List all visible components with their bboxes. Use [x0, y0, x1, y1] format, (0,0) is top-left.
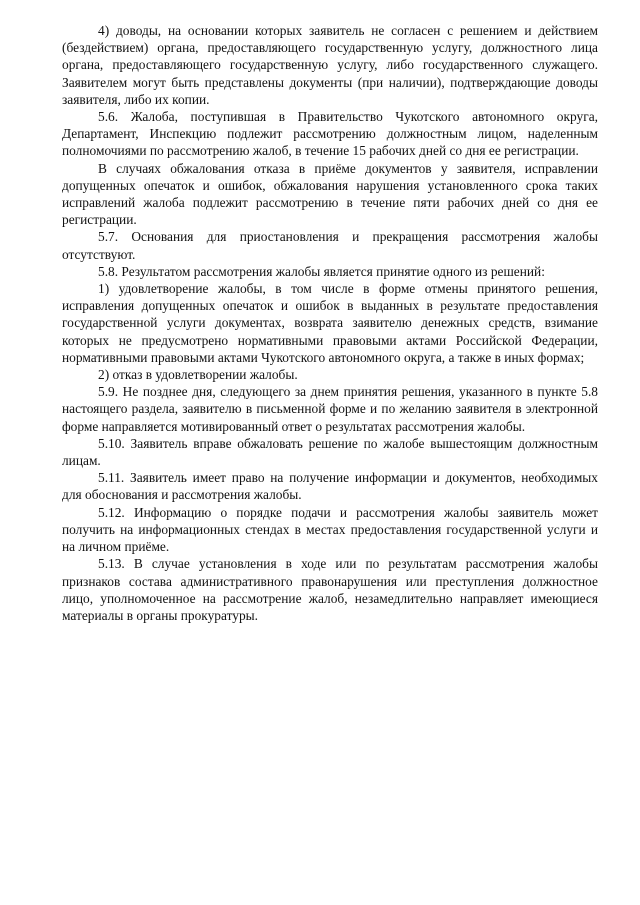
paragraph-5-9: 5.9. Не позднее дня, следующего за днем принятия решения, указанного в пункте 5.8 настоящего раздела, заявителю в письменной форме и по желанию заявителя в электронной форме направляется мотивированный ответ о результатах рассмотрения жалобы.	[62, 384, 598, 434]
paragraph-5-7: 5.7. Основания для приостановления и прекращения рассмотрения жалобы отсутствуют.	[62, 229, 598, 262]
paragraph-5-8-item-2: 2) отказ в удовлетворении жалобы.	[98, 367, 298, 383]
paragraph-5-6: 5.6. Жалоба, поступившая в Правительство Чукотского автономного округа, Департамент, Инспекцию подлежит рассмотрению должностным лицом, наделенным полномочиями по рассмотрению жалоб, в течение 15 рабочих дней со дня ее регистрации.	[62, 109, 598, 159]
paragraph-5-8: 5.8. Результатом рассмотрения жалобы является принятие одного из решений:	[98, 263, 545, 279]
paragraph-item-4: 4) доводы, на основании которых заявитель не согласен с решением и действием (бездействием) органа, предоставляющего государственную услугу, должностного лица органа, предоставляющего государственную услугу, либо государственного служащего. Заявителем могут быть представлены документы (при наличии), подтверждающие доводы заявителя, либо их копии.	[62, 23, 598, 107]
paragraph-5-8-item-1: 1) удовлетворение жалобы, в том числе в форме отмены принятого решения, исправления допущенных опечаток и ошибок в выданных в результате предоставления государственной услуги документах, возврата заявителю денежных средств, взимание которых не предусмотрено нормативными правовыми актами Российской Федерации, нормативными правовыми актами Чукотского автономного округа, а также в иных формах;	[62, 281, 598, 365]
paragraph-5-12: 5.12. Информацию о порядке подачи и рассмотрения жалобы заявитель может получить на информационных стендах в местах предоставления государственной услуги и на личном приёме.	[62, 504, 598, 555]
paragraph-5-6-cont: В случаях обжалования отказа в приёме документов у заявителя, исправлении допущенных опечаток и ошибок, обжалования нарушения установленного срока таких исправлений жалоба подлежит рассмотрению в течение пяти рабочих дней со дня ее регистрации.	[62, 160, 598, 228]
paragraph-5-11: 5.11. Заявитель имеет право на получение информации и документов, необходимых для обоснования и рассмотрения жалобы.	[62, 470, 598, 503]
paragraph-5-10: 5.10. Заявитель вправе обжаловать решение по жалобе вышестоящим должностным лицам.	[62, 435, 598, 469]
paragraph-5-13: 5.13. В случае установления в ходе или по результатам рассмотрения жалобы признаков состава административного правонарушения или преступления должностное лицо, уполномоченное на рассмотрение жалоб, незамедлительно направляет имеющиеся материалы в органы прокуратуры.	[62, 556, 598, 623]
